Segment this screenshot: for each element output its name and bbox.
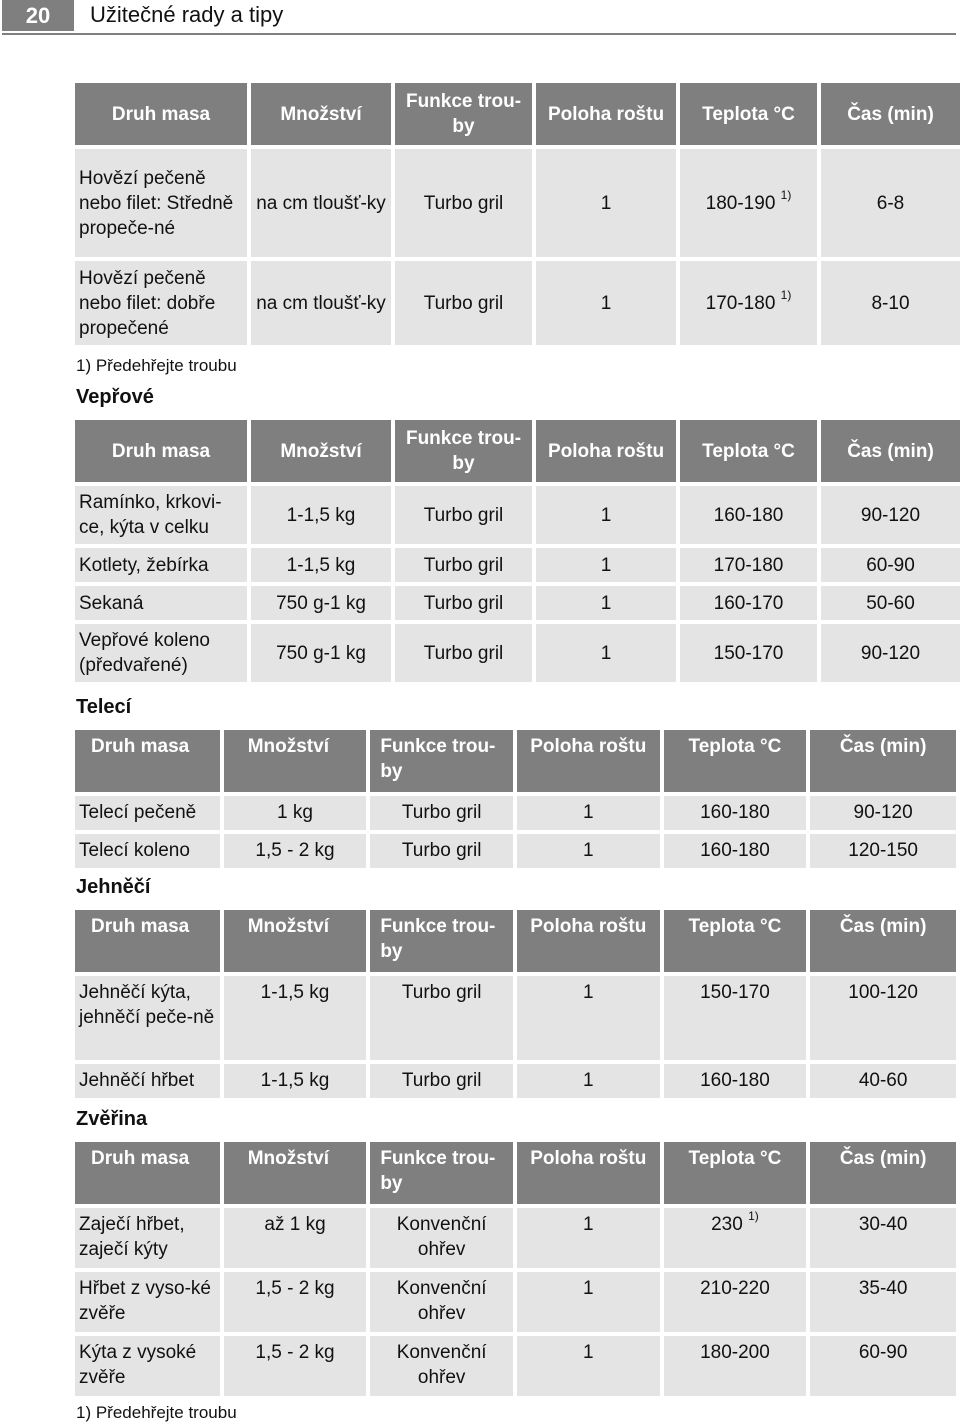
cell-druh: Zaječí hřbet, zaječí kýty [75,1208,220,1268]
cell-teplota: 180-200 [664,1336,807,1396]
cell-druh: Vepřové koleno (předvařené) [75,624,247,682]
table-row [75,586,960,620]
cell-mnozstvi: 1-1,5 kg [251,486,391,544]
col-header-poloha: Poloha roštu [536,420,676,482]
cell-druh: Telecí koleno [75,834,220,868]
teplota-value: 170-180 [705,292,776,314]
game-table [71,1138,960,1400]
col-header-teplota: Teplota °C [680,420,817,482]
col-header-druh: Druh masa [75,83,247,145]
cell-poloha: 1 [536,486,676,544]
cell-funkce: Turbo gril [370,1064,513,1098]
table-header-row [75,420,960,482]
veal-table [71,726,960,872]
cell-teplota: 160-180 [664,834,807,868]
cell-cas: 90-120 [821,624,960,682]
cell-teplota: 160-180 [664,796,807,830]
page-number: 20 [2,0,74,31]
col-header-mnozstvi: Množství [224,1142,367,1204]
cell-cas: 90-120 [810,796,956,830]
section-title-veal: Telecí [76,696,132,718]
beef-table [71,79,960,349]
cell-druh: Hovězí pečeně nebo filet: dobře propečené [75,261,247,345]
table-row [75,261,960,345]
teplota-value: 230 [711,1214,743,1235]
cell-mnozstvi: 1,5 - 2 kg [224,1336,367,1396]
table-row [75,1208,956,1268]
table-row [75,976,956,1060]
col-header-teplota: Teplota °C [680,83,817,145]
table-row [75,1064,956,1098]
teplota-value: 180-190 [705,192,776,214]
cell-funkce: Konvenční ohřev [370,1208,513,1268]
col-header-teplota: Teplota °C [664,1142,807,1204]
cell-funkce: Turbo gril [395,261,532,345]
cell-druh: Ramínko, krkovi-ce, kýta v celku [75,486,247,544]
col-header-funkce: Funkce trou-by [370,730,513,792]
cell-funkce: Turbo gril [395,624,532,682]
table-row [75,486,960,544]
footnote-marker: 1) [780,187,792,202]
col-header-poloha: Poloha roštu [517,910,660,972]
cell-poloha: 1 [517,1064,660,1098]
footnote: 1) Předehřejte troubu [76,1403,237,1422]
cell-cas: 50-60 [821,586,960,620]
cell-poloha: 1 [536,261,676,345]
col-header-druh: Druh masa [75,1142,220,1204]
col-header-cas: Čas (min) [810,730,956,792]
section-title-lamb: Jehněčí [76,876,151,898]
section-title-game: Zvěřina [76,1108,148,1130]
cell-funkce: Konvenční ohřev [370,1272,513,1332]
cell-poloha: 1 [517,976,660,1060]
col-header-cas: Čas (min) [810,910,956,972]
col-header-cas: Čas (min) [821,420,960,482]
table-row [75,624,960,682]
cell-cas: 60-90 [810,1336,956,1396]
cell-druh: Kotlety, žebírka [75,548,247,582]
cell-mnozstvi: 1-1,5 kg [251,548,391,582]
cell-teplota [664,1208,807,1268]
cell-mnozstvi: na cm tloušť-ky [251,261,391,345]
col-header-poloha: Poloha roštu [536,83,676,145]
table-header-row [75,730,956,792]
cell-druh: Hovězí pečeně nebo filet: Středně propeče-né [75,149,247,257]
col-header-funkce: Funkce trou-by [370,1142,513,1204]
cell-funkce: Turbo gril [370,834,513,868]
cell-cas: 120-150 [810,834,956,868]
cell-mnozstvi: 1,5 - 2 kg [224,834,367,868]
cell-cas: 90-120 [821,486,960,544]
col-header-cas: Čas (min) [821,83,960,145]
footnote-marker: 1) [780,287,792,302]
cell-mnozstvi: 1-1,5 kg [224,1064,367,1098]
table-row [75,548,960,582]
cell-druh: Sekaná [75,586,247,620]
col-header-druh: Druh masa [75,910,220,972]
cell-teplota: 170-180 [680,548,817,582]
cell-druh: Hřbet z vyso-ké zvěře [75,1272,220,1332]
cell-teplota [680,261,817,345]
cell-mnozstvi: 1-1,5 kg [224,976,367,1060]
table-row [75,1272,956,1332]
table-row [75,796,956,830]
cell-teplota: 160-180 [680,486,817,544]
table-row [75,149,960,257]
cell-poloha: 1 [517,834,660,868]
col-header-funkce: Funkce trou-by [370,910,513,972]
cell-teplota: 150-170 [664,976,807,1060]
cell-poloha: 1 [536,548,676,582]
cell-poloha: 1 [517,796,660,830]
col-header-mnozstvi: Množství [251,83,391,145]
pork-table [71,416,960,686]
cell-teplota: 160-170 [680,586,817,620]
cell-teplota [680,149,817,257]
footnote-marker: 1) [748,1209,759,1223]
cell-poloha: 1 [517,1272,660,1332]
col-header-funkce: Funkce trou-by [395,83,532,145]
cell-mnozstvi: 1 kg [224,796,367,830]
cell-funkce: Turbo gril [395,486,532,544]
table-row [75,834,956,868]
cell-cas: 60-90 [821,548,960,582]
cell-cas: 100-120 [810,976,956,1060]
cell-poloha: 1 [536,624,676,682]
cell-poloha: 1 [517,1336,660,1396]
cell-cas: 40-60 [810,1064,956,1098]
cell-druh: Kýta z vysoké zvěře [75,1336,220,1396]
table-row [75,1336,956,1396]
col-header-funkce: Funkce trou-by [395,420,532,482]
table-header-row [75,910,956,972]
section-title-pork: Vepřové [76,386,154,408]
cell-cas: 8-10 [821,261,960,345]
col-header-mnozstvi: Množství [224,730,367,792]
cell-poloha: 1 [536,586,676,620]
col-header-poloha: Poloha roštu [517,730,660,792]
col-header-teplota: Teplota °C [664,910,807,972]
cell-cas: 35-40 [810,1272,956,1332]
cell-mnozstvi: 1,5 - 2 kg [224,1272,367,1332]
page-header [0,0,960,34]
cell-poloha: 1 [536,149,676,257]
cell-mnozstvi: až 1 kg [224,1208,367,1268]
col-header-mnozstvi: Množství [251,420,391,482]
cell-mnozstvi: na cm tloušť-ky [251,149,391,257]
cell-mnozstvi: 750 g-1 kg [251,624,391,682]
col-header-poloha: Poloha roštu [517,1142,660,1204]
col-header-teplota: Teplota °C [664,730,807,792]
cell-funkce: Turbo gril [395,586,532,620]
cell-funkce: Turbo gril [395,149,532,257]
header-divider [2,33,956,35]
cell-druh: Telecí pečeně [75,796,220,830]
col-header-druh: Druh masa [75,420,247,482]
footnote: 1) Předehřejte troubu [76,356,237,375]
lamb-table [71,906,960,1102]
cell-funkce: Konvenční ohřev [370,1336,513,1396]
cell-funkce: Turbo gril [370,976,513,1060]
cell-poloha: 1 [517,1208,660,1268]
cell-mnozstvi: 750 g-1 kg [251,586,391,620]
cell-funkce: Turbo gril [370,796,513,830]
cell-funkce: Turbo gril [395,548,532,582]
page-title: Užitečné rady a tipy [90,2,284,27]
cell-cas: 30-40 [810,1208,956,1268]
table-header-row [75,83,960,145]
col-header-mnozstvi: Množství [224,910,367,972]
cell-teplota: 210-220 [664,1272,807,1332]
cell-druh: Jehněčí hřbet [75,1064,220,1098]
col-header-cas: Čas (min) [810,1142,956,1204]
cell-druh: Jehněčí kýta, jehněčí peče-ně [75,976,220,1060]
cell-cas: 6-8 [821,149,960,257]
table-header-row [75,1142,956,1204]
cell-teplota: 150-170 [680,624,817,682]
col-header-druh: Druh masa [75,730,220,792]
cell-teplota: 160-180 [664,1064,807,1098]
